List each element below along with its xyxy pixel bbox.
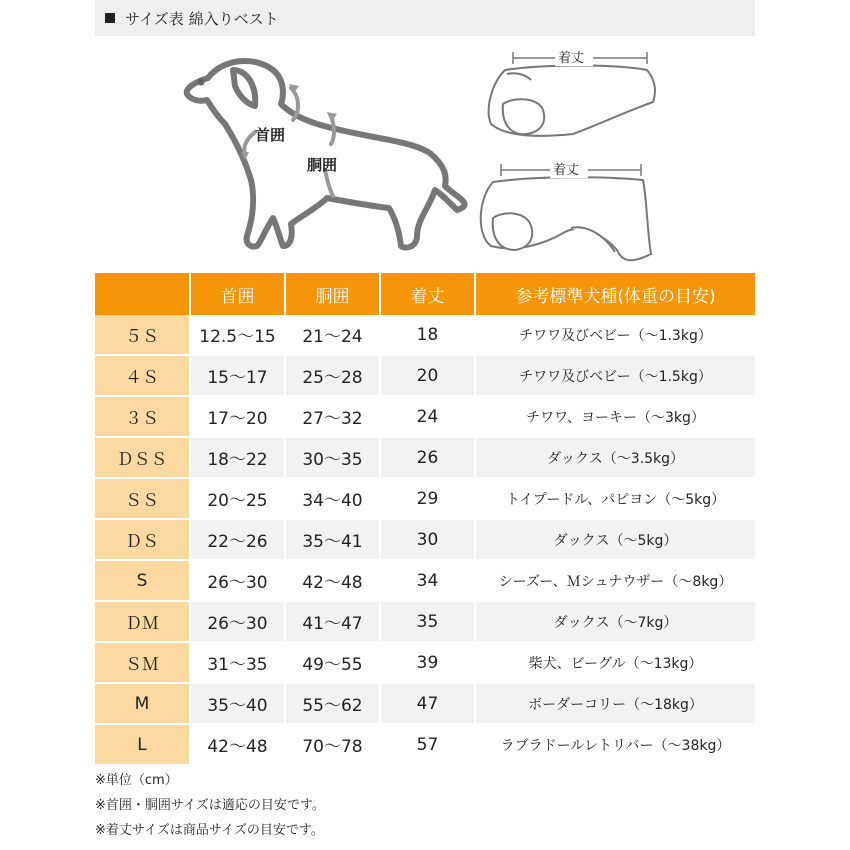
neck-cell: 22〜26: [190, 519, 285, 560]
table-row: [95, 601, 755, 642]
length-cell: 24: [380, 396, 475, 437]
length-cell: 35: [380, 601, 475, 642]
length-cell: 26: [380, 437, 475, 478]
size-cell: ５Ｓ: [95, 315, 190, 355]
breed-cell: チワワ、ヨーキー（〜3kg）: [475, 396, 755, 437]
table-row: [95, 396, 755, 437]
length-cell: 47: [380, 683, 475, 724]
size-cell: ３Ｓ: [95, 396, 190, 437]
table-row: [95, 478, 755, 519]
breed-cell: 柴犬、ビーグル（〜13kg）: [475, 642, 755, 683]
chest-cell: 34〜40: [285, 478, 380, 519]
table-header-row: [95, 273, 755, 315]
header-cell-breed: 参考標準犬種(体重の目安): [475, 273, 755, 315]
header-cell-chest: 胴囲: [285, 273, 380, 315]
length-cell: 34: [380, 560, 475, 601]
length-cell: 20: [380, 355, 475, 396]
square-bullet-icon: [105, 13, 115, 23]
breed-cell: シーズー、Ｍシュナウザー（〜8kg）: [475, 560, 755, 601]
note-neck-chest: ※首囲・胴囲サイズは適応の目安です。: [95, 798, 325, 813]
length-cell: 29: [380, 478, 475, 519]
size-table: [95, 273, 755, 766]
size-cell: ４Ｓ: [95, 355, 190, 396]
chest-cell: 49〜55: [285, 642, 380, 683]
table-row: [95, 315, 755, 355]
chest-cell: 42〜48: [285, 560, 380, 601]
breed-cell: ダックス（〜3.5kg）: [475, 437, 755, 478]
neck-cell: 26〜30: [190, 560, 285, 601]
length-label-1: 着丈: [558, 51, 585, 66]
note-length: ※着丈サイズは商品サイズの目安です。: [95, 823, 324, 838]
breed-cell: トイプードル、パピヨン（〜5kg）: [475, 478, 755, 519]
neck-cell: 42〜48: [190, 724, 285, 765]
size-cell: ＤＭ: [95, 601, 190, 642]
table-row: [95, 724, 755, 765]
neck-cell: 18〜22: [190, 437, 285, 478]
chest-cell: 55〜62: [285, 683, 380, 724]
table-row: [95, 683, 755, 724]
chest-cell: 25〜28: [285, 355, 380, 396]
table-row: [95, 560, 755, 601]
neck-cell: 20〜25: [190, 478, 285, 519]
chest-cell: 21〜24: [285, 315, 380, 355]
breed-cell: ダックス（〜5kg）: [475, 519, 755, 560]
note-unit: ※単位（cm）: [95, 773, 178, 788]
header-cell-size: [95, 273, 190, 315]
dog-outline-icon: [187, 61, 465, 248]
size-cell: ＤＳ: [95, 519, 190, 560]
size-cell: ＳＳ: [95, 478, 190, 519]
table-row: [95, 519, 755, 560]
size-cell: L: [95, 724, 190, 765]
chest-cell: 41〜47: [285, 601, 380, 642]
header-cell-length: 着丈: [380, 273, 475, 315]
neck-cell: 15〜17: [190, 355, 285, 396]
table-row: [95, 642, 755, 683]
length-cell: 57: [380, 724, 475, 765]
neck-cell: 35〜40: [190, 683, 285, 724]
breed-cell: ラブラドールレトリバー（〜38kg）: [475, 724, 755, 765]
neck-cell: 12.5〜15: [190, 315, 285, 355]
section-header: [95, 0, 755, 36]
chest-cell: 70〜78: [285, 724, 380, 765]
size-cell: ＤＳＳ: [95, 437, 190, 478]
length-cell: 39: [380, 642, 475, 683]
breed-cell: ダックス（〜7kg）: [475, 601, 755, 642]
size-cell: ＳＭ: [95, 642, 190, 683]
breed-cell: チワワ及びベビー（〜1.3kg）: [475, 315, 755, 355]
vest-long-icon: [481, 177, 651, 260]
length-cell: 18: [380, 315, 475, 355]
chest-cell: 30〜35: [285, 437, 380, 478]
size-cell: S: [95, 560, 190, 601]
length-label-2: 着丈: [553, 163, 580, 178]
section-title: サイズ表 綿入りベスト: [125, 9, 279, 28]
size-cell: M: [95, 683, 190, 724]
neck-cell: 31〜35: [190, 642, 285, 683]
neck-cell: 26〜30: [190, 601, 285, 642]
header-cell-neck: 首囲: [190, 273, 285, 315]
notes: [95, 768, 325, 843]
size-illustration: [95, 40, 755, 272]
breed-cell: チワワ及びベビー（〜1.5kg）: [475, 355, 755, 396]
neck-label: 首囲: [255, 126, 286, 144]
table-row: [95, 437, 755, 478]
chest-cell: 27〜32: [285, 396, 380, 437]
breed-cell: ボーダーコリー（〜18kg）: [475, 683, 755, 724]
dog-nose-icon: [198, 79, 205, 86]
table-row: [95, 355, 755, 396]
vest-small-icon: [489, 66, 655, 136]
length-cell: 30: [380, 519, 475, 560]
neck-cell: 17〜20: [190, 396, 285, 437]
chest-label: 胴囲: [307, 156, 338, 174]
chest-cell: 35〜41: [285, 519, 380, 560]
